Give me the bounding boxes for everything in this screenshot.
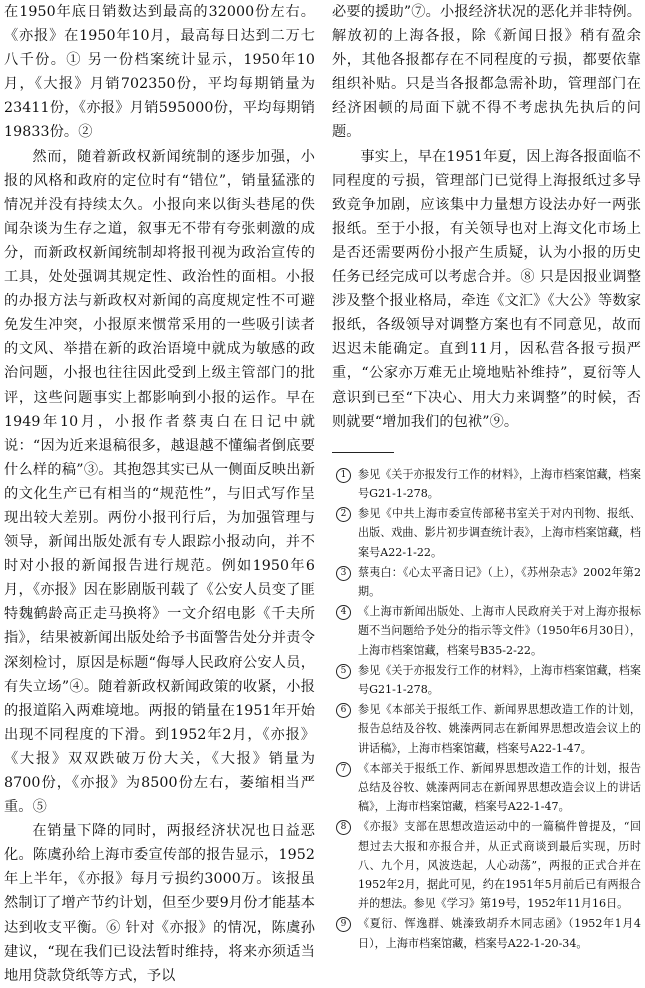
- right-column: [332, 0, 641, 954]
- footnote-number: 5: [336, 664, 351, 679]
- footnote-number: 2: [336, 507, 351, 522]
- footnote-text: 《夏衍、恽逸群、姚溱致胡乔木同志函》（1952年1月4日），上海市档案馆藏，档案号A22-1-20-34。: [358, 917, 641, 950]
- footnote: [332, 661, 641, 699]
- footnote-separator: [332, 452, 394, 453]
- body-paragraph: 在销量下降的同时，两报经济状况也日益恶化。陈虞孙给上海市委宣传部的报告显示，1952年上半年，《亦报》每月亏损约3000万。该报虽然制订了增产节约计划，但至少要9月份才能基本达到收支平衡。⑥ 针对《亦报》的情况，陈虞孙建议，“现在我们已设法暂时维持，将来亦须适当地用贷款贷纸等方式，予以: [4, 823, 315, 984]
- body-paragraph: 然而，随着新政权新闻统制的逐步加强，小报的风格和政府的定位时有“错位”，销量猛涨的情况并没有持续太久。小报向来以街头巷尾的佚闻杂谈为生存之道，叙事无不带有夸张刺激的成分，而新政权新闻统制却将报刊视为政治宣传的工具，处处强调其规定性、政治性的面相。小报的办报方法与新政权对新闻的高度规定性不可避免发生冲突，小报原来惯常采用的一些吸引读者的文风、举措在新的政治语境中就成为敏感的政治问题，小报也往往因此受到上级主管部门的批评，这些问题事实上都影响到小报的运作。早在1949年10月，小报作者蔡夷白在日记中就说：“因为近来退稿很多，越退越不懂编者倒底要什么样的稿”③。其抱怨其实已从一侧面反映出新的文化生产已有相当的“规范性”，与旧式写作呈现出较大差别。两份小报刊行后，为加强管理与领导，新闻出版处派有专人跟踪小报动向，并不时对小报的新闻报告进行规范。例如1950年6月，《亦报》因在影剧版刊载了《公安人员变了匪特魏鹤龄高正走马换将》一文介绍电影《千夫所指》，结果被新闻出版处给予书面警告处分并责令深刻检讨，原因是标题“侮辱人民政府公安人员，有失立场”④。随着新政权新闻政策的收紧，小报的报道陷入两难境地。两报的销量在1951年开始出现不同程度的下滑。到1952年2月，《亦报》《大报》双双跌破万份大关，《大报》销量为8700份，《亦报》为8500份左右，萎缩相当严重。⑤: [4, 148, 315, 816]
- footnote: [332, 504, 641, 562]
- footnote-number: 9: [336, 917, 351, 932]
- footnote: [332, 817, 641, 913]
- body-paragraph: 事实上，早在1951年夏，因上海各报面临不同程度的亏损，管理部门已觉得上海报纸过多导致竞争加剧，应该集中力量想方设法办好一两张报纸。至于小报，有关领导也对上海文化市场上是否还需要两份小报产生质疑，认为小报的历史任务已经完成可以考虑合并。⑧ 只是因报业调整涉及整个报业格局，牵连《文汇》《大公》等数家报纸，各级领导对调整方案也有不同意见，故而迟迟未能确定。直到11月，因私营各报亏损严重，“公家亦万难无止境地贴补维持”，夏衍等人意识到已至“下决心、用大力来调整”的时候，否则就要“增加我们的包袱”⑨。: [332, 148, 641, 430]
- footnote-number: 1: [336, 468, 351, 483]
- footnote-number: 8: [336, 820, 351, 835]
- footnote: [332, 700, 641, 758]
- footnote: [332, 759, 641, 817]
- footnote-text: 《亦报》支部在思想改造运动中的一篇稿件曾提及，“回想过去大报和亦报合并，从正式商谈到最后实现，历时八、九个月，风波迭起，人心动荡”，两报的正式合并在1952年2月，据此可见，约在1951年5月前后已有两报合并的想法。参见《学习》第19号，1952年11月16日。: [358, 820, 641, 911]
- footnote-number: 3: [336, 566, 351, 581]
- footnote-number: 6: [336, 703, 351, 718]
- footnote: [332, 563, 641, 601]
- footnote: [332, 914, 641, 952]
- left-column: [4, 0, 315, 988]
- footnote-text: 参见《中共上海市委宣传部秘书室关于对内刊物、报纸、出版、戏曲、影片初步调查统计表》，上海市档案馆藏，档案号A22-1-22。: [358, 507, 641, 559]
- footnote-text: 蔡夷白：《心太平斋日记》（上），《苏州杂志》2002年第2期。: [358, 565, 641, 598]
- footnote-list: [332, 465, 641, 953]
- footnote-text: 参见《本部关于报纸工作、新闻界思想改造工作的计划，报告总结及谷牧、姚溱两同志在新闻界思想改造会议上的讲话稿》，上海市档案馆藏，档案号A22-1-47。: [358, 703, 641, 755]
- body-paragraph: 在1950年底日销数达到最高的32000份左右。《亦报》在1950年10月，最高每日达到二万七八千份。① 另一份档案统计显示，1950年10月，《大报》月销702350份，平均每期销量为23411份，《亦报》月销595000份，平均每期销19833份。②: [4, 4, 315, 141]
- body-paragraph: 必要的援助”⑦。小报经济状况的恶化并非特例。解放初的上海各报，除《新闻日报》稍有盈余外，其他各报都存在不同程度的亏损，都要依靠组织补贴。只是当各报都急需补助，管理部门在经济困顿的局面下就不得不考虑执先执后的问题。: [332, 4, 641, 141]
- footnote-number: 4: [336, 605, 351, 620]
- footnote-text: 《上海市新闻出版处、上海市人民政府关于对上海亦报标题不当问题给予处分的指示等文件》（1950年6月30日），上海市档案馆藏，档案号B35-2-22。: [358, 605, 641, 657]
- footnote-text: 参见《关于亦报发行工作的材料》，上海市档案馆藏，档案号G21-1-278。: [358, 663, 641, 696]
- footnote-number: 7: [336, 762, 351, 777]
- footnote: [332, 465, 641, 503]
- footnote: [332, 602, 641, 660]
- footnote-text: 《本部关于报纸工作、新闻界思想改造工作的计划，报告总结及谷牧、姚溱两同志在新闻界思想改造会议上的讲话稿》，上海市档案馆藏，档案号A22-1-47。: [358, 761, 641, 814]
- footnote-text: 参见《关于亦报发行工作的材料》，上海市档案馆藏，档案号G21-1-278。: [358, 467, 641, 500]
